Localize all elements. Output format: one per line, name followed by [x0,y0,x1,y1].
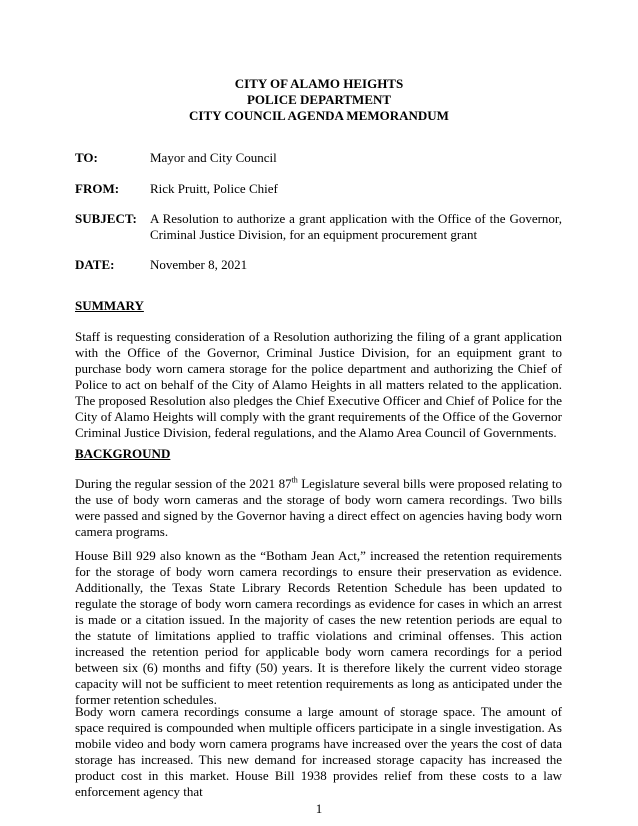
date-value: November 8, 2021 [150,257,248,272]
date-label: DATE: [75,257,115,272]
background-p1-end: Legislature several bills were proposed relating to the use of body worn cameras and the storage of body worn camera recordings. Two bills were passed and signed by the Governor having a direct effect on agencies having body worn camera programs. [75,476,562,539]
page-number: 1 [315,801,323,816]
background-paragraph-2: House Bill 929 also known as the “Botham Jean Act,” increased the retention requirements for the storage of body worn camera recordings to ensure their preservation as evidence. Additionally, the Texas State Library Records Retention Schedule has been updated to regulate the storage of body worn camera recordings as evidence for cases in which an arrest is made or a citation issued. In the majority of cases the new retention periods are equal to the statute of limitations applied to traffic violations and criminal offenses. This action increased the retention period for applicable body worn camera recordings for a period between six (6) months and fifty (50) years. It is therefore likely the current video storage capacity will not be sufficient to meet retention requirements as long as anticipated under the former retention schedules. [75,548,562,707]
summary-heading: SUMMARY [75,298,144,313]
background-p1-start: During the regular session of the 2021 87 [75,476,292,491]
from-value: Rick Pruitt, Police Chief [150,181,278,196]
background-paragraph-1 [75,476,562,540]
to-value: Mayor and City Council [150,150,277,165]
to-label: TO: [75,150,98,165]
background-heading: BACKGROUND [75,446,171,461]
summary-paragraph: Staff is requesting consideration of a Resolution authorizing the filing of a grant application with the Office of the Governor, Criminal Justice Division, for an equipment grant to purchase body worn camera storage for the police department and authorizing the Chief of Police to act on behalf of the City of Alamo Heights in all matters related to the application. The proposed Resolution also pledges the Chief Executive Officer and Chief of Police for the City of Alamo Heights will comply with the grant requirements of the Office of the Governor Criminal Justice Division, federal regulations, and the Alamo Area Council of Governments. [75,329,562,440]
header-city: CITY OF ALAMO HEIGHTS [234,76,404,91]
subject-label: SUBJECT: [75,211,137,226]
from-label: FROM: [75,181,120,196]
ordinal-superscript: th [291,475,298,485]
background-paragraph-3: Body worn camera recordings consume a large amount of storage space. The amount of space required is compounded when multiple officers participate in a single investigation. As mobile video and body worn camera programs have increased over the years the cost of data storage has increased. This new demand for increased storage capacity has increased the product cost in this market. House Bill 1938 provides relief from these costs to a law enforcement agency that [75,704,562,799]
subject-value: A Resolution to authorize a grant application with the Office of the Governor, Criminal Justice Division, for an equipment procurement grant [150,211,562,242]
header-department: POLICE DEPARTMENT [246,92,392,107]
header-memo-title: CITY COUNCIL AGENDA MEMORANDUM [189,108,449,123]
